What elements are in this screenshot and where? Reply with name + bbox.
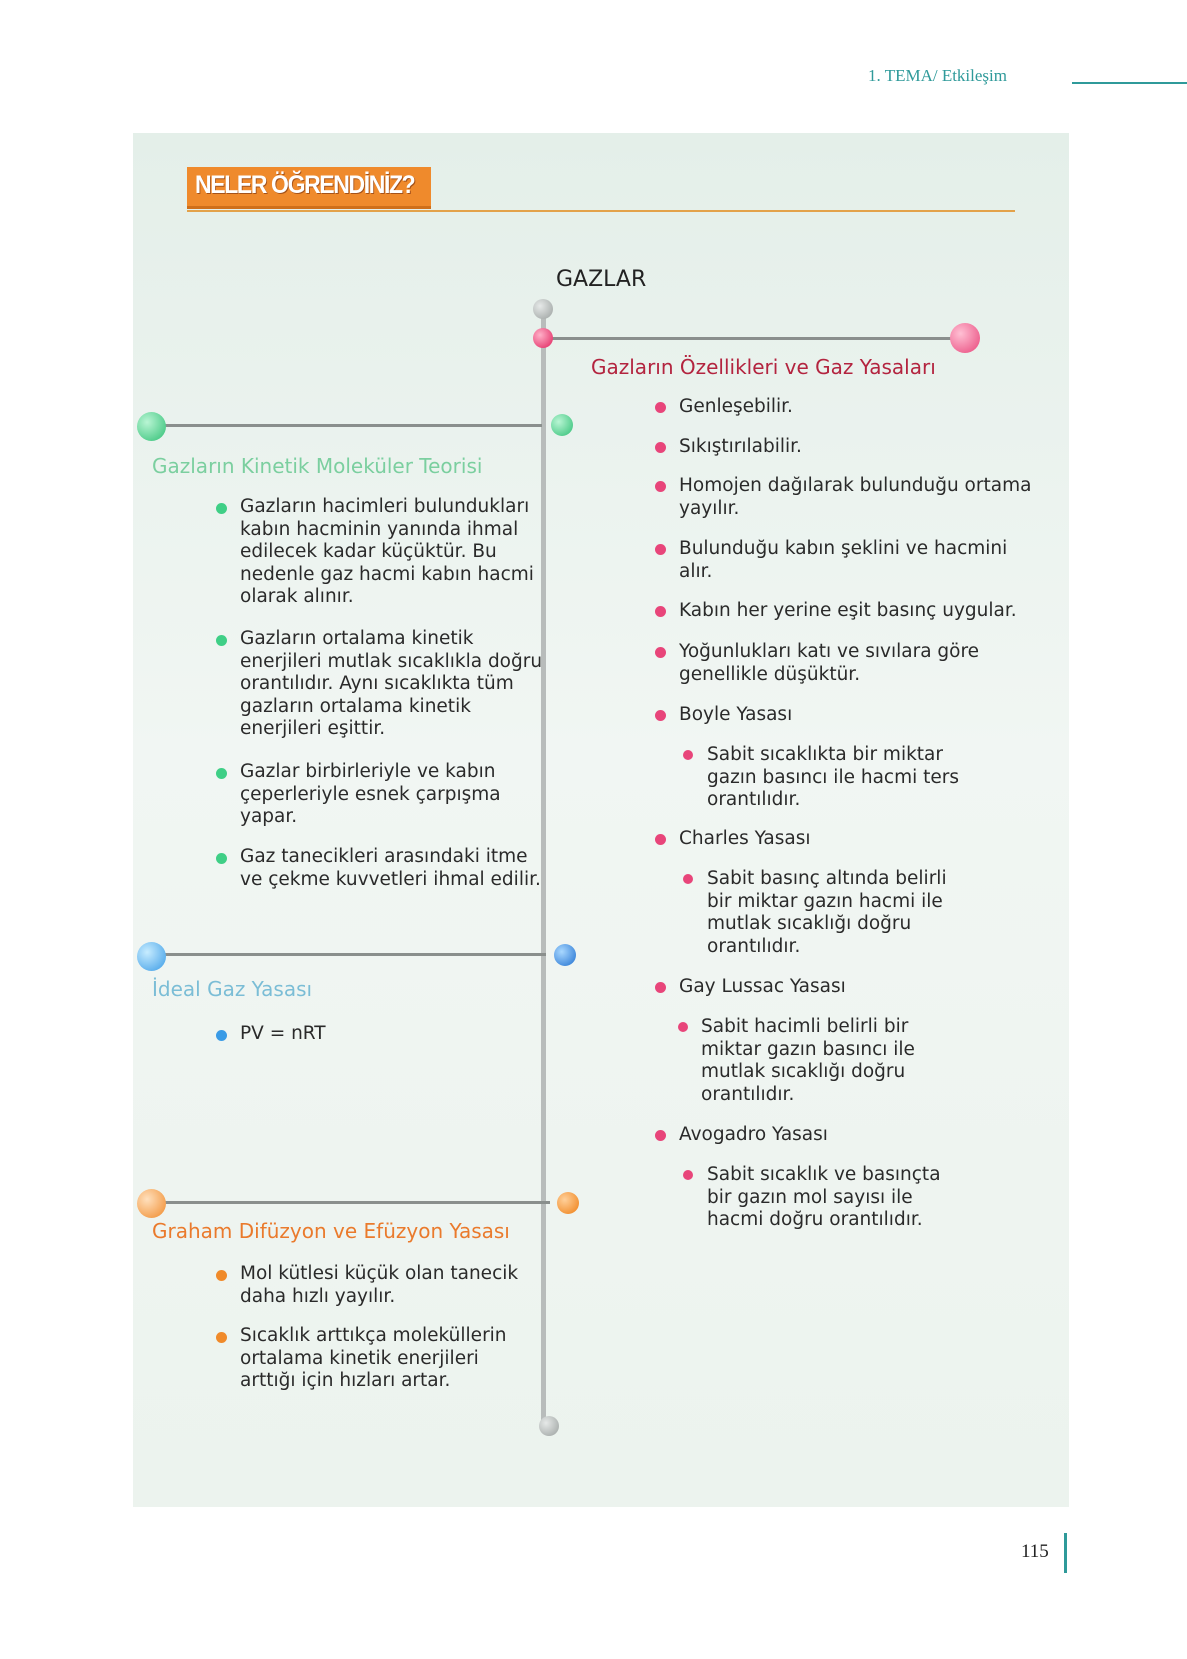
graham-end-node xyxy=(137,1189,166,1218)
bullet-dot xyxy=(655,402,666,413)
bullet-dot xyxy=(216,1332,227,1343)
page-number: 115 xyxy=(1021,1541,1049,1562)
list-item: Gazların ortalama kinetik enerjileri mutlak sıcaklıkla doğru orantılıdır. Aynı sıcaklıkta tüm gazların ortalama kinetik enerjileri eşittir. xyxy=(240,628,543,739)
graham-branch-line xyxy=(152,1201,550,1204)
ideal-heading: İdeal Gaz Yasası xyxy=(152,977,313,1001)
list-item: Yoğunlukları katı ve sıvılara göre genellikle düşüktür. xyxy=(679,641,980,685)
list-item: Bulunduğu kabın şeklini ve hacmini alır. xyxy=(679,538,1008,582)
law-desc-dot xyxy=(678,1022,688,1032)
ideal-end-node xyxy=(137,942,166,971)
bullet-dot xyxy=(216,1270,227,1281)
law-desc-charles: Sabit basınç altında belirli bir miktar gazın hacmi ile mutlak sıcaklığı doğru orantılıdır. xyxy=(707,868,947,957)
kinetic-end-node xyxy=(137,412,166,441)
law-name-boyle: Boyle Yasası xyxy=(679,704,793,725)
ideal-branch-line xyxy=(152,953,546,956)
graham-heading: Graham Difüzyon ve Efüzyon Yasası xyxy=(152,1219,510,1243)
page-title: GAZLAR xyxy=(556,267,647,292)
page-number-bar xyxy=(1064,1533,1067,1573)
kinetic-spine-node xyxy=(551,414,573,436)
kinetic-heading: Gazların Kinetik Moleküler Teorisi xyxy=(152,454,483,478)
spine-bottom-node xyxy=(539,1416,559,1436)
law-dot xyxy=(655,834,666,845)
list-item: Gazların hacimleri bulundukları kabın hacminin yanında ihmal edilecek kadar küçüktür. Bu nedenle gaz hacmi kabın hacmi olarak alınır. xyxy=(240,496,534,607)
bullet-dot xyxy=(655,544,666,555)
properties-heading: Gazların Özellikleri ve Gaz Yasaları xyxy=(591,355,936,379)
bullet-dot xyxy=(216,853,227,864)
graham-spine-node xyxy=(557,1192,579,1214)
list-item: Gaz tanecikleri arasındaki itme ve çekme kuvvetleri ihmal edilir. xyxy=(240,846,541,890)
bullet-dot xyxy=(216,635,227,646)
list-item: Homojen dağılarak bulunduğu ortama yayılır. xyxy=(679,475,1032,519)
law-name-charles: Charles Yasası xyxy=(679,828,811,849)
list-item: Gazlar birbirleriyle ve kabın çeperleriyle esnek çarpışma yapar. xyxy=(240,761,501,827)
theme-header: 1. TEMA/ Etkileşim xyxy=(868,66,1007,85)
law-dot xyxy=(655,982,666,993)
law-desc-boyle: Sabit sıcaklıkta bir miktar gazın basıncı ile hacmi ters orantılıdır. xyxy=(707,744,960,810)
list-item: Mol kütlesi küçük olan tanecik daha hızlı yayılır. xyxy=(240,1263,519,1307)
law-desc-gaylussac: Sabit hacimli belirli bir miktar gazın basıncı ile mutlak sıcaklığı doğru orantılıdır. xyxy=(701,1016,915,1105)
properties-branch-line xyxy=(547,337,962,340)
bullet-dot xyxy=(655,606,666,617)
law-desc-dot xyxy=(683,750,693,760)
bullet-dot xyxy=(655,442,666,453)
badge-label: NELER ÖĞRENDİNİZ? xyxy=(195,171,415,199)
list-item: Kabın her yerine eşit basınç uygular. xyxy=(679,600,1017,621)
properties-spine-node xyxy=(533,328,553,348)
badge-rule xyxy=(187,210,1015,212)
list-item: Sıcaklık arttıkça moleküllerin ortalama kinetik enerjileri arttığı için hızları artar. xyxy=(240,1325,507,1391)
law-desc-dot xyxy=(683,1170,693,1180)
ideal-spine-node xyxy=(554,944,576,966)
header-rule xyxy=(1072,82,1187,84)
bullet-dot xyxy=(216,503,227,514)
section-badge xyxy=(187,167,431,209)
list-item: Genleşebilir. xyxy=(679,396,793,417)
bullet-dot xyxy=(655,481,666,492)
bullet-dot xyxy=(216,768,227,779)
properties-end-node xyxy=(950,323,980,353)
law-dot xyxy=(655,1130,666,1141)
spine-top-node xyxy=(533,299,553,319)
law-dot xyxy=(655,710,666,721)
list-item: Sıkıştırılabilir. xyxy=(679,436,802,457)
ideal-formula: PV = nRT xyxy=(240,1023,326,1044)
law-desc-avogadro: Sabit sıcaklık ve basınçta bir gazın mol sayısı ile hacmi doğru orantılıdır. xyxy=(707,1164,941,1230)
law-name-avogadro: Avogadro Yasası xyxy=(679,1124,828,1145)
bullet-dot xyxy=(216,1030,227,1041)
law-name-gaylussac: Gay Lussac Yasası xyxy=(679,976,846,997)
kinetic-branch-line xyxy=(152,424,542,427)
law-desc-dot xyxy=(683,874,693,884)
bullet-dot xyxy=(655,647,666,658)
